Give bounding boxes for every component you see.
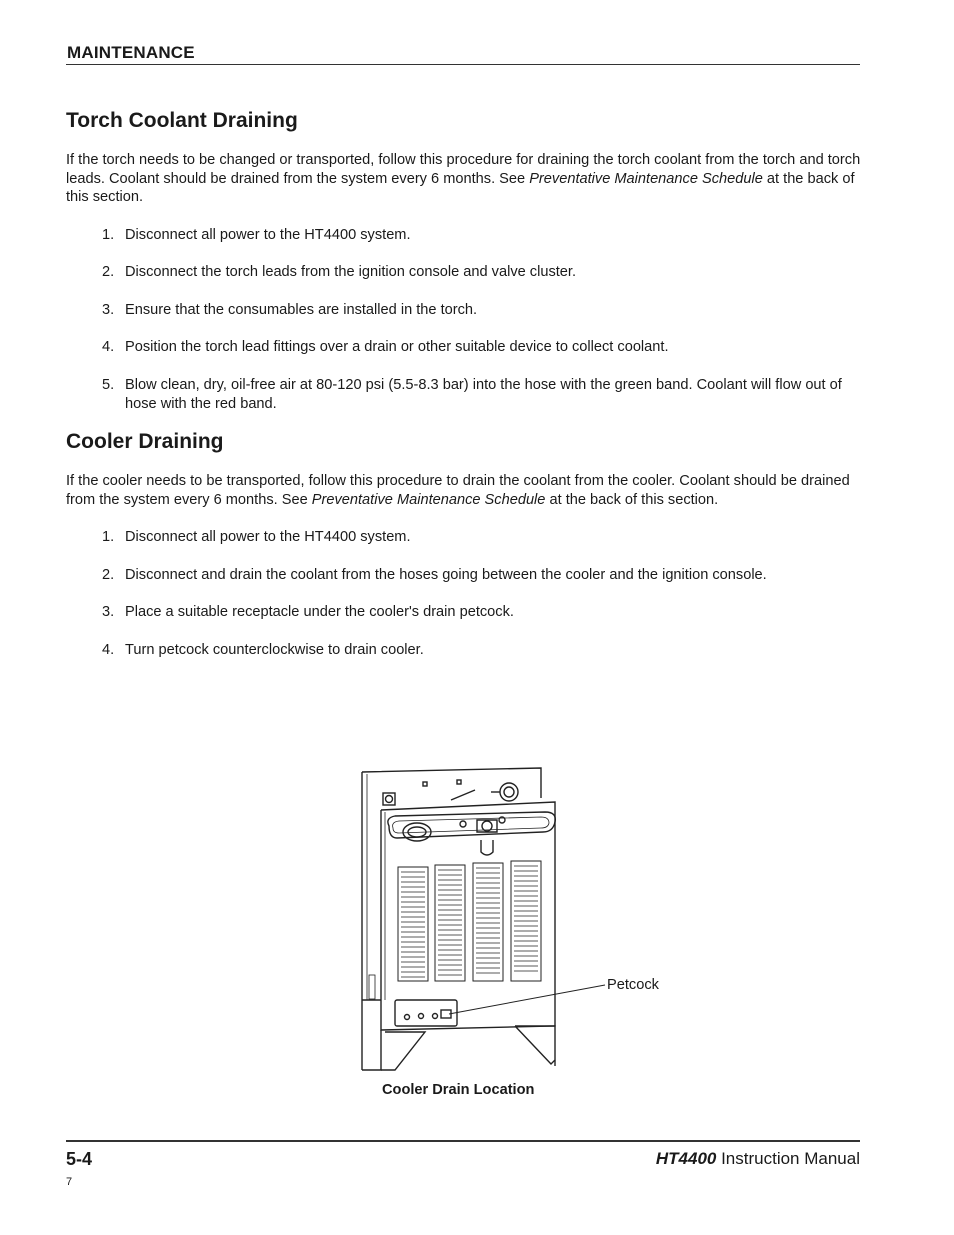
torch-step [102, 263, 862, 282]
manual-title [656, 1149, 860, 1169]
step-text: Disconnect all power to the HT4400 system. [125, 529, 411, 545]
torch-step [102, 376, 862, 413]
cooler-intro [66, 472, 861, 509]
cooler-step [102, 528, 862, 547]
torch-step [102, 338, 862, 357]
cooler-step [102, 641, 862, 660]
model-name: HT4400 [655, 1149, 717, 1168]
step-number: 4. [102, 339, 115, 355]
cooler-step [102, 566, 862, 585]
step-text: Place a suitable receptacle under the cooler's drain petcock. [125, 604, 514, 620]
torch-intro-text: If the torch needs to be changed or transported, follow this procedure for draining the torch coolant from the torch and torch leads. Coolant should be drained from the system every 6 months. See [66, 152, 861, 187]
step-number: 4. [102, 642, 115, 658]
cooler-section-title: Cooler Draining [66, 430, 224, 453]
step-number: 2. [102, 264, 115, 280]
step-number: 3. [102, 604, 115, 620]
step-text: Disconnect all power to the HT4400 system. [125, 227, 411, 243]
torch-step [102, 226, 862, 245]
section-header: MAINTENANCE [67, 43, 195, 62]
step-number: 1. [102, 529, 115, 545]
step-text: Position the torch lead fittings over a drain or other suitable device to collect coolant. [125, 339, 669, 355]
page-number: 5-4 [66, 1149, 93, 1169]
step-number: 5. [102, 377, 115, 393]
petcock-leader-line [449, 985, 605, 1014]
step-text: Disconnect and drain the coolant from the hoses going between the cooler and the ignition console. [125, 567, 767, 583]
torch-intro-reference: Preventative Maintenance Schedule [529, 170, 763, 187]
page-code: 7 [66, 1176, 73, 1188]
torch-intro-text-end: at the back of this section. [66, 170, 855, 206]
figure-caption: Cooler Drain Location [382, 1082, 535, 1098]
cooler-intro-text: If the cooler needs to be transported, follow this procedure to drain the coolant from the cooler. Coolant should be drained from the system every 6 months. See [66, 473, 850, 508]
cooler-intro-text-end: at the back of this section. [545, 491, 719, 508]
step-number: 1. [102, 227, 115, 243]
torch-step [102, 301, 862, 320]
step-text: Turn petcock counterclockwise to drain cooler. [125, 642, 424, 658]
step-number: 3. [102, 302, 115, 318]
cooler-intro-reference: Preventative Maintenance Schedule [311, 491, 546, 508]
torch-section-title: Torch Coolant Draining [66, 109, 298, 132]
header-rule [66, 64, 860, 65]
footer-rule [66, 1140, 860, 1142]
torch-intro [66, 151, 861, 207]
petcock-callout: Petcock [607, 977, 659, 993]
step-number: 2. [102, 567, 115, 583]
cooler-illustration [355, 760, 615, 1075]
step-text: Disconnect the torch leads from the ignition console and valve cluster. [125, 264, 577, 280]
step-text: Ensure that the consumables are installed in the torch. [125, 302, 478, 318]
manual-name: Instruction Manual [716, 1149, 860, 1168]
step-text: Blow clean, dry, oil-free air at 80-120 psi (5.5-8.3 bar) into the hose with the green band. Coolant will flow out of hose with the red band. [125, 377, 842, 412]
cooler-step [102, 603, 862, 622]
